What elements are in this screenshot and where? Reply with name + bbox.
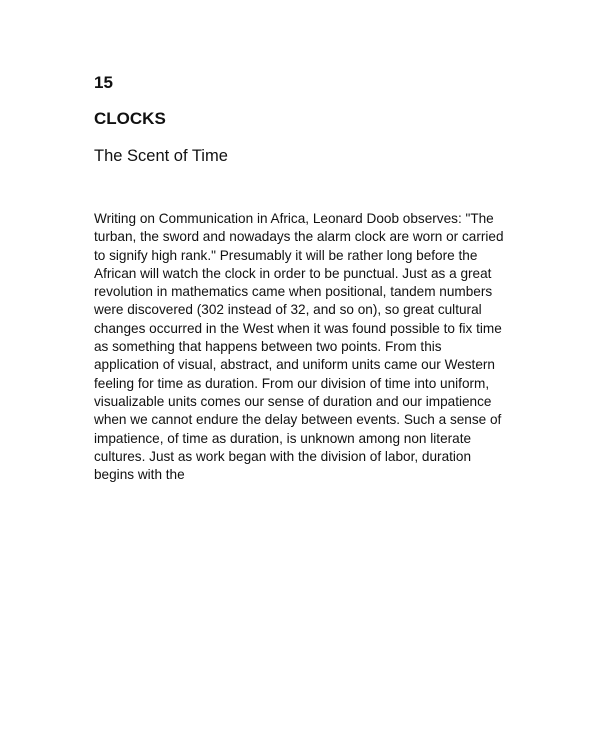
- text-line: were discovered (302 instead of 32, and so on), so great cultural: [94, 302, 482, 318]
- text-line: when we cannot endure the delay between events. Such a sense of: [94, 412, 502, 428]
- chapter-number: 15: [94, 73, 113, 92]
- text-line: revolution in mathematics came when positional, tandem numbers: [94, 284, 493, 300]
- text-line: feeling for time as duration. From our division of time into uniform,: [94, 375, 490, 391]
- text-line: African will watch the clock in order to be punctual. Just as a great: [94, 265, 492, 281]
- text-line: to signify high rank." Presumably it will be rather long before the: [94, 247, 478, 263]
- body-paragraph: [94, 210, 524, 484]
- text-line: as something that happens between two points. From this: [94, 339, 442, 355]
- text-line: application of visual, abstract, and uniform units came our Western: [94, 357, 495, 373]
- text-line: impatience, of time as duration, is unknown among non literate: [94, 430, 472, 446]
- text-line: turban, the sword and nowadays the alarm clock are worn or carried: [94, 229, 504, 245]
- text-line: cultures. Just as work began with the division of labor, duration: [94, 448, 472, 464]
- text-line: Writing on Communication in Africa, Leonard Doob observes: "The: [94, 211, 494, 226]
- text-line: changes occurred in the West when it was found possible to fix time: [94, 320, 502, 336]
- text-line: visualizable units comes our sense of duration and our impatience: [94, 393, 492, 409]
- text-line: begins with the: [94, 467, 185, 483]
- chapter-title: CLOCKS: [94, 109, 166, 128]
- chapter-subtitle: The Scent of Time: [94, 147, 228, 165]
